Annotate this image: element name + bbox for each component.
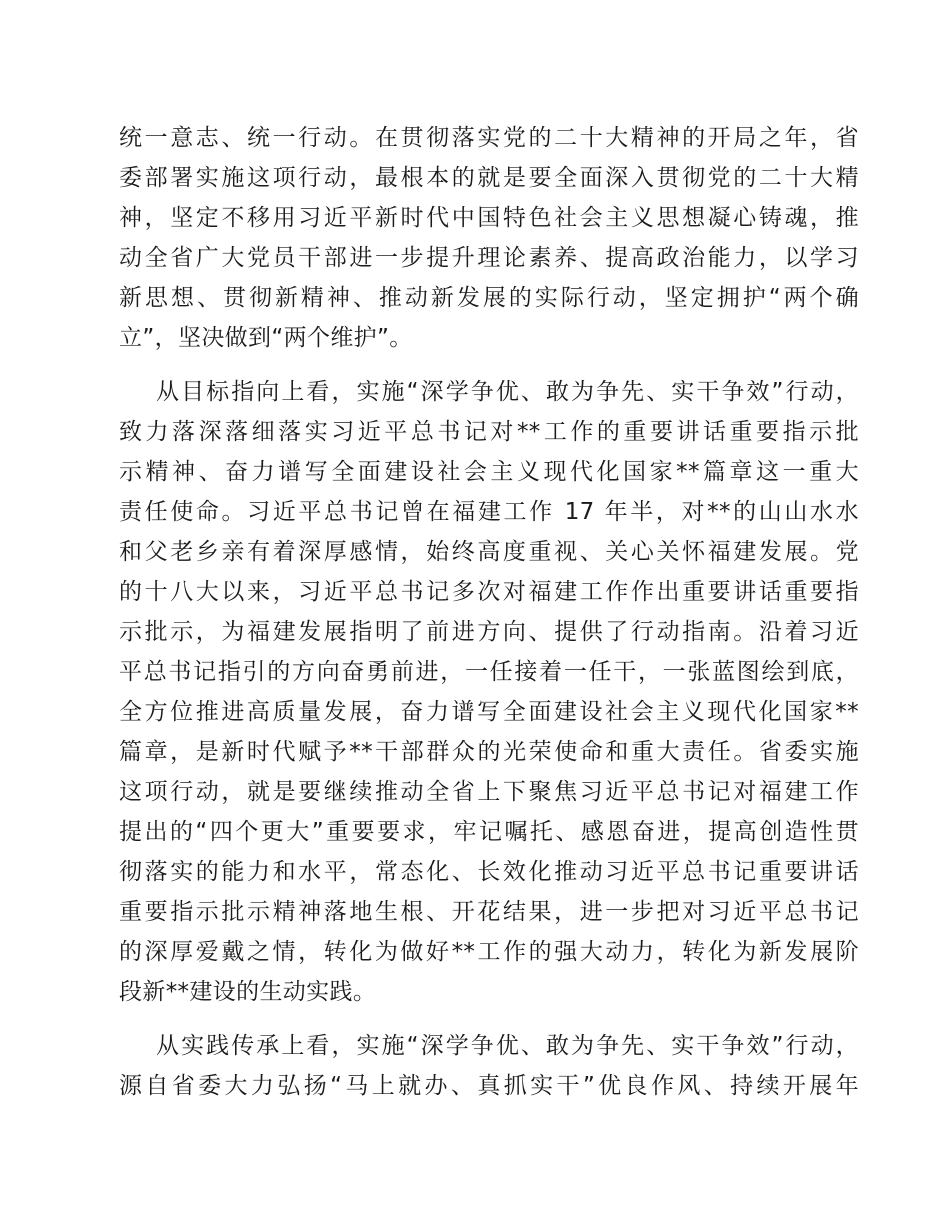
text-line: 彻落实的能力和水平，常态化、长效化推动习近平总书记重要讲话 xyxy=(119,859,859,885)
text-line: 致力落深落细落实习近平总书记对**工作的重要讲话重要指示批 xyxy=(119,419,859,445)
text-line: 委部署实施这项行动，最根本的就是要全面深入贯彻党的二十大精 xyxy=(119,165,859,191)
text-line: 源自省委大力弘扬“马上就办、真抓实干”优良作风、持续开展年 xyxy=(119,1073,859,1099)
text-line: 新思想、贯彻新精神、推动新发展的实际行动，坚定拥护“两个确 xyxy=(119,285,859,311)
text-line: 示精神、奋力谱写全面建设社会主义现代化国家**篇章这一重大 xyxy=(119,459,859,485)
text-line: 这项行动，就是要继续推动全省上下聚焦习近平总书记对福建工作 xyxy=(119,779,859,805)
text-line: 从实践传承上看，实施“深学争优、敢为争先、实干争效”行动， xyxy=(156,1033,859,1059)
text-line: 的十八大以来，习近平总书记多次对福建工作作出重要讲话重要指 xyxy=(119,579,859,605)
text-line: 段新**建设的生动实践。 xyxy=(119,979,377,1005)
text-line: 神，坚定不移用习近平新时代中国特色社会主义思想凝心铸魂，推 xyxy=(119,205,859,231)
text-line: 全方位推进高质量发展，奋力谱写全面建设社会主义现代化国家** xyxy=(119,699,859,725)
text-line: 和父老乡亲有着深厚感情，始终高度重视、关心关怀福建发展。党 xyxy=(119,539,859,565)
text-line: 责任使命。习近平总书记曾在福建工作 17 年半，对**的山山水水 xyxy=(119,499,859,525)
text-line: 立”，坚决做到“两个维护”。 xyxy=(119,325,413,351)
paragraph-1 xyxy=(119,118,859,358)
text-line: 篇章，是新时代赋予**干部群众的光荣使命和重大责任。省委实施 xyxy=(119,739,859,765)
text-line: 统一意志、统一行动。在贯彻落实党的二十大精神的开局之年，省 xyxy=(119,125,859,151)
text-line: 平总书记指引的方向奋勇前进，一任接着一任干，一张蓝图绘到底， xyxy=(119,659,859,685)
paragraph-2 xyxy=(119,372,859,1012)
text-line: 的深厚爱戴之情，转化为做好**工作的强大动力，转化为新发展阶 xyxy=(119,939,859,965)
text-line: 提出的“四个更大”重要要求，牢记嘱托、感恩奋进，提高创造性贯 xyxy=(119,819,859,845)
text-line: 重要指示批示精神落地生根、开花结果，进一步把对习近平总书记 xyxy=(119,899,859,925)
text-line: 从目标指向上看，实施“深学争优、敢为争先、实干争效”行动， xyxy=(156,379,859,405)
paragraph-3 xyxy=(119,1026,859,1106)
text-line: 动全省广大党员干部进一步提升理论素养、提高政治能力，以学习 xyxy=(119,245,859,271)
document-body xyxy=(119,118,859,1106)
text-line: 示批示，为福建发展指明了前进方向、提供了行动指南。沿着习近 xyxy=(119,619,859,645)
